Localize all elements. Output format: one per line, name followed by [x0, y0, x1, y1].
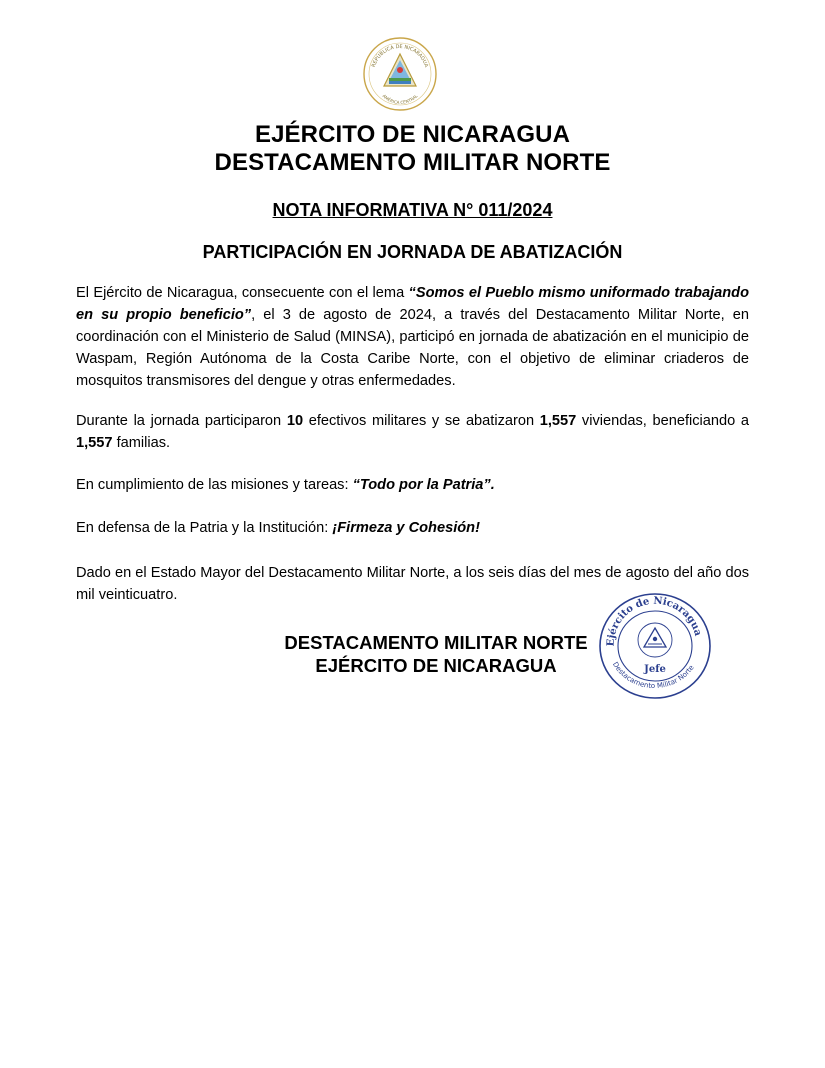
families-count: 1,557: [76, 435, 113, 451]
signature-line-1: DESTACAMENTO MILITAR NORTE: [284, 632, 588, 653]
note-number-text: NOTA INFORMATIVA N° 011/2024: [272, 200, 553, 220]
mission-text: En cumplimiento de las misiones y tareas:: [76, 477, 353, 493]
header-line-2: DESTACAMENTO MILITAR NORTE: [214, 149, 611, 176]
results-text-4: familias.: [112, 435, 171, 451]
coat-of-arms-emblem: [362, 36, 438, 112]
results-text-3: viviendas, beneficiando a: [576, 413, 750, 429]
paragraph-mission: [76, 474, 749, 496]
paragraph-intro: [76, 282, 749, 392]
signature-line-2: EJÉRCITO DE NICARAGUA: [315, 655, 557, 676]
official-stamp: [596, 590, 714, 702]
results-text-2: efectivos militares y se abatizaron: [303, 413, 540, 429]
mission-slogan: “Todo por la Patria”.: [352, 477, 495, 493]
paragraph-intro-lead: El Ejército de Nicaragua, consecuente con el lema: [76, 285, 409, 301]
paragraph-defense: [76, 517, 749, 539]
paragraph-closing: Dado en el Estado Mayor del Destacamento Militar Norte, a los seis días del mes de agosto del año dos mil veinticuatro.: [76, 565, 749, 603]
defense-slogan: ¡Firmeza y Cohesión!: [332, 520, 480, 536]
emblem-text-bottom: AMÉRICA CENTRAL: [381, 93, 419, 106]
stamp-outer-bottom: Destacamento Militar Norte: [610, 660, 696, 691]
effectives-count: 10: [286, 413, 304, 429]
subject-title: PARTICIPACIÓN EN JORNADA DE ABATIZACIÓN: [202, 242, 623, 262]
stamp-outer-top: Ejército de Nicaragua: [605, 595, 704, 647]
header-line-1: EJÉRCITO DE NICARAGUA: [254, 121, 571, 148]
motto-text: “Somos el Pueblo mismo uniformado trabajando en su propio beneficio”: [76, 285, 749, 323]
note-number-title: [0, 198, 825, 222]
stamp-role: Jefe: [644, 664, 666, 675]
stamp-emblem-icon: [638, 623, 672, 657]
svg-text:AMÉRICA CENTRAL: [382, 93, 419, 105]
paragraph-results: [76, 410, 749, 454]
emblem-text-top: REPÚBLICA DE NICARAGUA: [370, 43, 430, 69]
results-text-1: Durante la jornada participaron: [76, 413, 287, 429]
homes-count: 1,557: [539, 413, 577, 429]
defense-text: En defensa de la Patria y la Institución:: [76, 520, 333, 536]
paragraph-intro-body: , el 3 de agosto de 2024, a través del Destacamento Militar Norte, en coordinación con el Ministerio de Salud (MINSA), participó en jornada de abatización en el municipio de Waspam, Región Autónoma de la Costa Caribe Norte, con el objetivo de eliminar criaderos de mosquitos transmisores del dengue y otras enfermedades.: [76, 307, 750, 389]
